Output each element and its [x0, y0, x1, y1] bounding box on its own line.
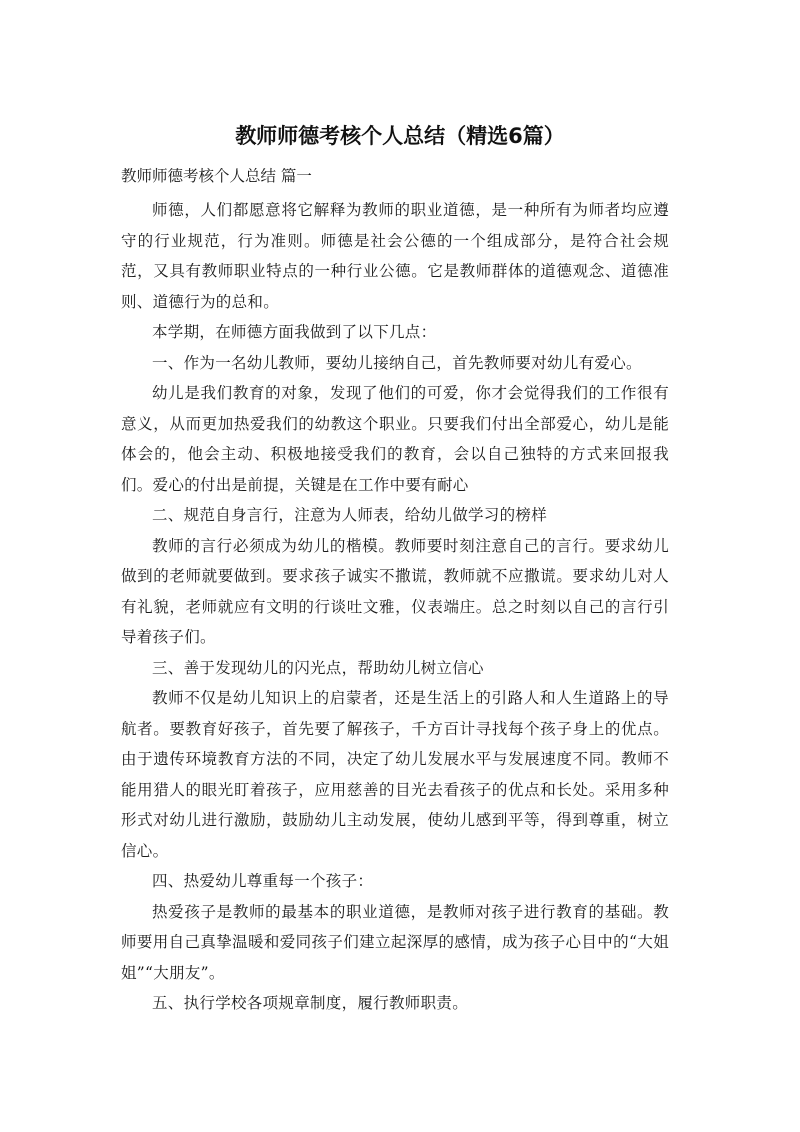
point-heading-1: 一、作为一名幼儿教师，要幼儿接纳自己，首先教师要对幼儿有爱心。 [152, 353, 642, 372]
document-title: 教师师德考核个人总结（精选6篇） [235, 124, 565, 148]
point-heading-4: 四、热爱幼儿尊重每一个孩子： [152, 872, 374, 890]
section-heading: 教师师德考核个人总结 篇一 [121, 167, 312, 185]
paragraph-point-3: 教师不仅是幼儿知识上的启蒙者，还是生活上的引路人和人生道路上的导航者。要教育好孩子，首先要了解孩子，千方百计寻找每个孩子身上的优点。由于遗传环境教育方法的不同，决定了幼儿发展水平与发展速度不同。教师不能用猎人的眼光盯着孩子，应用慈善的目光去看孩子的优点和长处。采用多种形式对幼儿进行激励，鼓励幼儿主动发展，使幼儿感到平等，得到尊重，树立信心。 [121, 689, 669, 860]
paragraph-point-4: 热爱孩子是教师的最基本的职业道德，是教师对孩子进行教育的基础。教师要用自己真挚温暖和爱同孩子们建立起深厚的感情，成为孩子心目中的“大姐姐”“大朋友”。 [121, 902, 669, 982]
point-heading-5: 五、执行学校各项规章制度，履行教师职责。 [152, 994, 469, 1012]
document-body [121, 195, 669, 1019]
paragraph-point-1: 幼儿是我们教育的对象，发现了他们的可爱，你才会觉得我们的工作很有意义，从而更加热爱我们的幼教这个职业。只要我们付出全部爱心，幼儿是能体会的，他会主动、积极地接受我们的教育，会以自己独特的方式来回报我们。爱心的付出是前提，关键是在工作中要有耐心 [121, 384, 669, 494]
paragraph-point-2: 教师的言行必须成为幼儿的楷模。教师要时刻注意自己的言行。要求幼儿做到的老师就要做到。要求孩子诚实不撒谎，教师就不应撒谎。要求幼儿对人有礼貌，老师就应有文明的行谈吐文雅，仪表端庄。总之时刻以自己的言行引导着孩子们。 [121, 536, 669, 646]
paragraph-definition: 师德，人们都愿意将它解释为教师的职业道德，是一种所有为师者均应遵守的行业规范，行为准则。师德是社会公德的一个组成部分，是符合社会规范，又具有教师职业特点的一种行业公德。它是教师群体的道德观念、道德准则、道德行为的总和。 [121, 201, 669, 311]
point-heading-2: 二、规范自身言行，注意为人师表，给幼儿做学习的榜样 [152, 506, 548, 524]
paragraph-intro: 本学期，在师德方面我做到了以下几点： [152, 323, 437, 341]
point-heading-3: 三、善于发现幼儿的闪光点，帮助幼儿树立信心 [152, 658, 484, 677]
